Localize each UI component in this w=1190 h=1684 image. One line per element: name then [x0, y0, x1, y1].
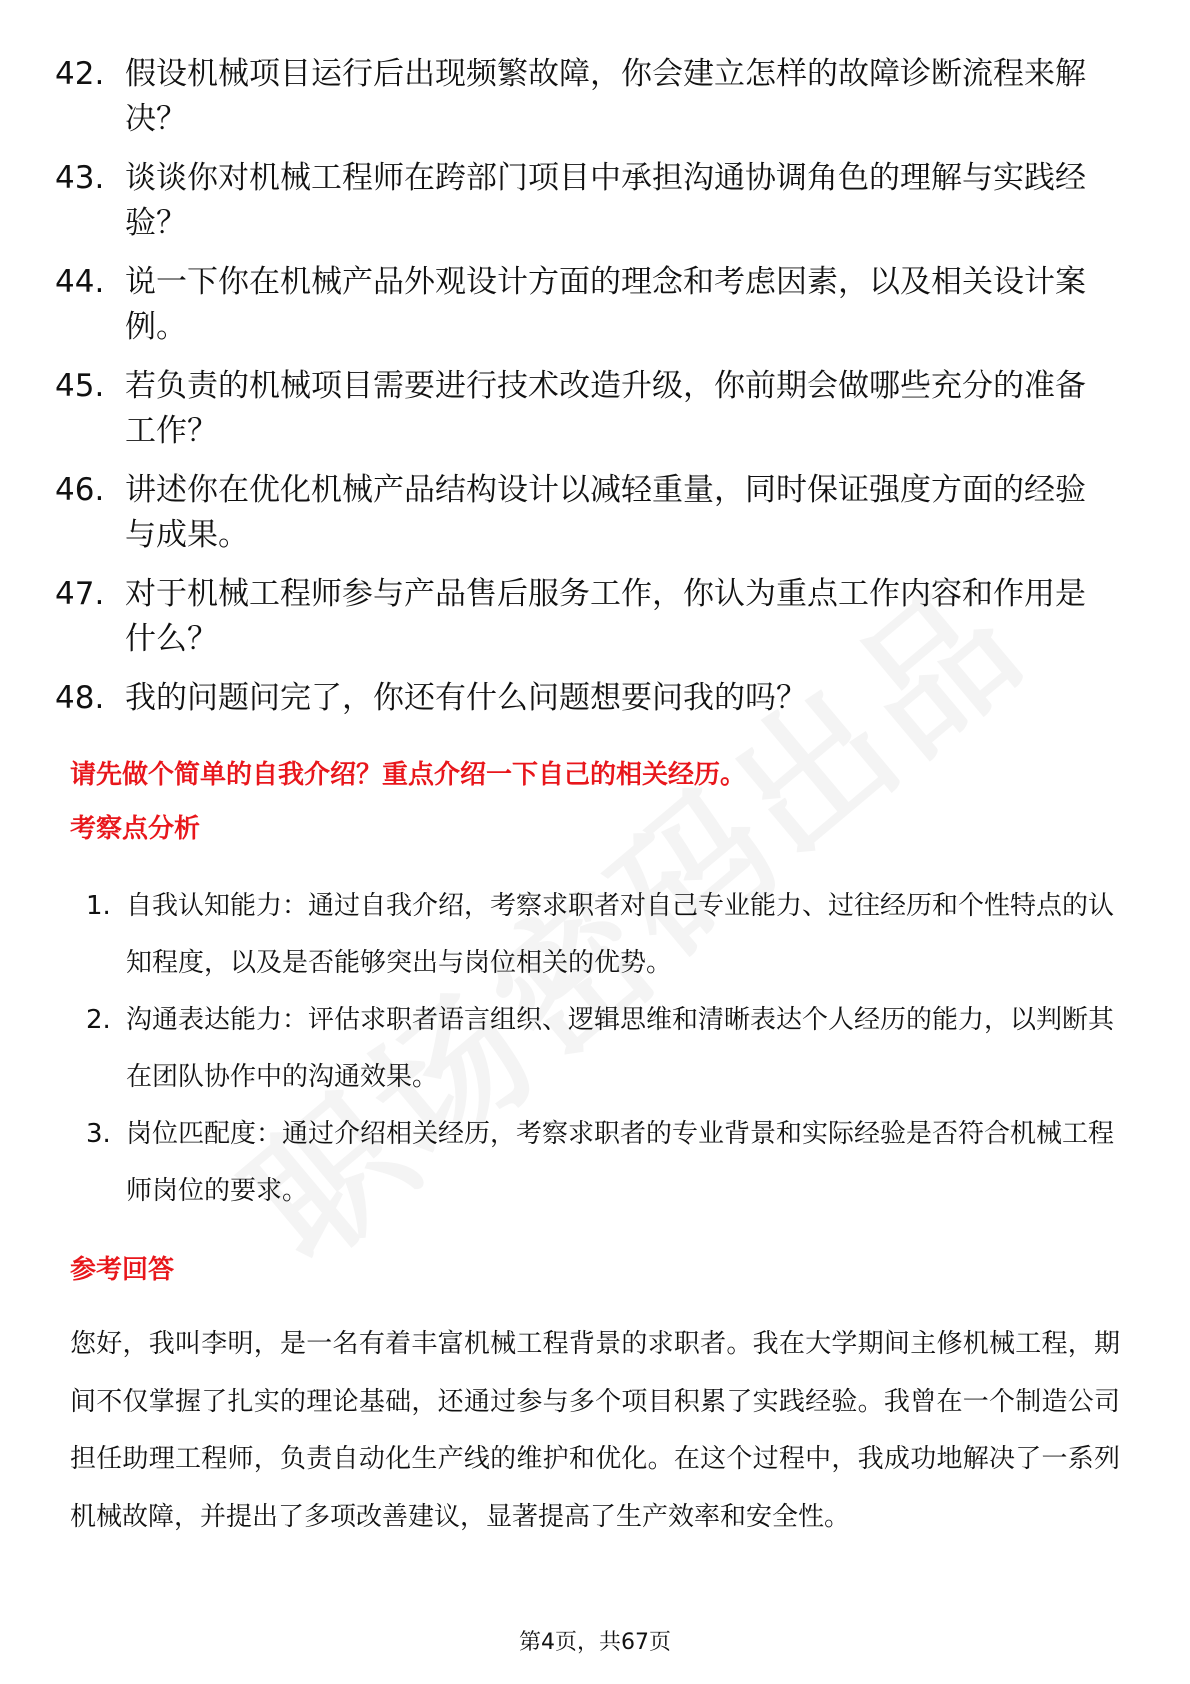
- question-number: 45.: [55, 368, 105, 404]
- answer-heading: 参考回答: [70, 1255, 175, 1285]
- analysis-item: [70, 1106, 1120, 1220]
- question-text: 说一下你在机械产品外观设计方面的理念和考虑因素，以及相关设计案例。: [125, 264, 1086, 345]
- question-number: 47.: [55, 576, 105, 612]
- analysis-number: 1.: [86, 891, 111, 921]
- answer-paragraph: 您好，我叫李明，是一名有着丰富机械工程背景的求职者。我在大学期间主修机械工程，期间不仅掌握了扎实的理论基础，还通过参与多个项目积累了实践经验。我曾在一个制造公司担任助理工程师，负责自动化生产线的维护和优化。在这个过程中，我成功地解决了一系列机械故障，并提出了多项改善建议，显著提高了生产效率和安全性。: [70, 1329, 1120, 1532]
- question-text: 假设机械项目运行后出现频繁故障，你会建立怎样的故障诊断流程来解决？: [125, 56, 1086, 137]
- question-text: 若负责的机械项目需要进行技术改造升级，你前期会做哪些充分的准备工作？: [125, 368, 1086, 449]
- question-item: [55, 260, 1115, 350]
- question-number: 42.: [55, 56, 105, 92]
- analysis-list: [70, 878, 1120, 1220]
- question-item: [55, 52, 1115, 142]
- analysis-text: 岗位匹配度：通过介绍相关经历，考察求职者的专业背景和实际经验是否符合机械工程师岗位的要求。: [126, 1119, 1115, 1206]
- question-list: [55, 52, 1115, 735]
- question-number: 46.: [55, 472, 105, 508]
- section-question-heading: 请先做个简单的自我介绍？重点介绍一下自己的相关经历。: [70, 760, 747, 790]
- question-number: 43.: [55, 160, 105, 196]
- analysis-text: 沟通表达能力：评估求职者语言组织、逻辑思维和清晰表达个人经历的能力，以判断其在团队协作中的沟通效果。: [126, 1005, 1115, 1092]
- question-text: 谈谈你对机械工程师在跨部门项目中承担沟通协调角色的理解与实践经验？: [125, 160, 1086, 241]
- page-number-footer: 第4页，共67页: [519, 1630, 671, 1655]
- analysis-item: [70, 992, 1120, 1106]
- question-item: [55, 156, 1115, 246]
- question-number: 48.: [55, 680, 105, 716]
- question-text: 讲述你在优化机械产品结构设计以减轻重量，同时保证强度方面的经验与成果。: [125, 472, 1086, 553]
- question-number: 44.: [55, 264, 105, 300]
- question-text: 对于机械工程师参与产品售后服务工作，你认为重点工作内容和作用是什么？: [125, 576, 1086, 657]
- analysis-number: 2.: [86, 1005, 111, 1035]
- question-item: [55, 468, 1115, 558]
- analysis-text: 自我认知能力：通过自我介绍，考察求职者对自己专业能力、过往经历和个性特点的认知程度，以及是否能够突出与岗位相关的优势。: [126, 891, 1115, 978]
- analysis-number: 3.: [86, 1119, 111, 1149]
- analysis-item: [70, 878, 1120, 992]
- question-item: [55, 364, 1115, 454]
- question-item: [55, 676, 1115, 721]
- question-item: [55, 572, 1115, 662]
- question-text: 我的问题问完了，你还有什么问题想要问我的吗？: [125, 680, 807, 716]
- analysis-heading: 考察点分析: [70, 814, 201, 844]
